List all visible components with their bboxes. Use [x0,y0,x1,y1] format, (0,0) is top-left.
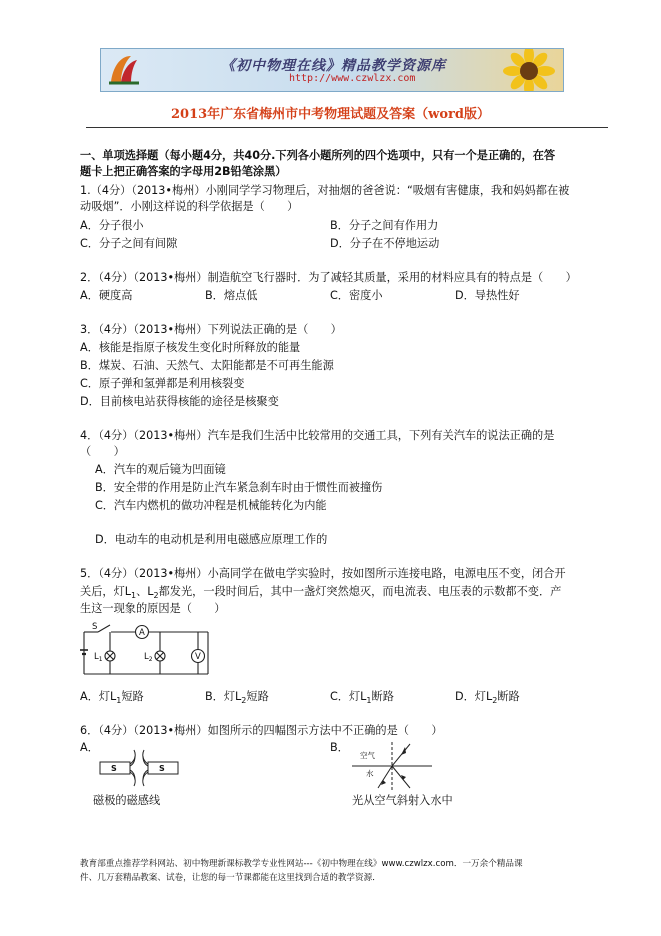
q4-option-c: C．汽车内燃机的做功冲程是机械能转化为内能 [95,499,327,512]
banner-title: 《初中物理在线》精品教学资源库 [221,58,446,74]
air-label: 空气 [360,751,375,760]
sunflower-image [499,48,559,92]
q1-option-b: B．分子之间有作用力 [330,219,439,232]
q3-option-d: D．目前核电站获得核能的途径是核聚变 [80,395,279,408]
q5-stem-line2: 关后，灯$L_1$、$L_2$都发光，一段时间后，其中一盏灯突然熄灭，而电流表、电压表的示数都不变．产 [80,585,562,601]
q6-option-a-label: A． [80,741,99,754]
pole-right-label: S [159,764,165,773]
q6-figure-a-magnets [96,748,182,788]
q3-option-b: B．煤炭、石油、天然气、太阳能都是不可再生能源 [80,359,334,372]
q3-option-c: C．原子弹和氢弹都是利用核裂变 [80,377,245,390]
q4-stem-line1: 4．（4分）（2013•梅州）汽车是我们生活中比较常用的交通工具，下列有关汽车的说法正确的是 [80,429,555,442]
voltmeter-label: V [195,652,201,662]
q2-option-b: B．熔点低 [205,289,258,302]
q6-figure-a-caption: 磁极的磁感线 [93,794,161,807]
q5-circuit-diagram [80,620,215,682]
footer-line1: 教育部重点推荐学科网站、初中物理新课标教学专业性网站---《初中物理在线》www.czwlzx.com．一万余个精品课 [80,859,523,869]
q1-option-c: C．分子之间有间隙 [80,237,178,250]
q3-stem: 3．（4分）（2013•梅州）下列说法正确的是（ ） [80,323,342,336]
pole-left-label: S [111,764,117,773]
q5-option-c: C．灯$L_1$断路 [330,690,394,706]
q4-option-a: A．汽车的观后镜为凹面镜 [95,463,226,476]
reflected-ray [392,766,410,788]
q6-figure-b-refraction [348,740,436,792]
lamp2-label: $L_2$ [144,652,153,663]
q5-option-b: B．灯$L_2$短路 [205,690,269,706]
q6-figure-b-caption: 光从空气斜射入水中 [352,794,453,807]
q5-stem-line1: 5．（4分）（2013•梅州）小高同学在做电学实验时，按如图所示连接电路，电源电压不变，闭合开 [80,567,566,580]
section-heading-line2: 题卡上把正确答案的字母用2B铅笔涂黑） [80,165,287,178]
q5-option-d: D．灯$L_2$断路 [455,690,520,706]
q1-stem-line2: 动吸烟”．小刚这样说的科学依据是（ ） [80,200,299,213]
title-divider [86,127,608,128]
footer-line2: 件、几万套精品教案、试卷，让您的每一节课都能在这里找到合适的教学资源． [80,873,381,883]
refracted-ray [378,766,392,788]
header-banner [100,48,564,92]
q2-option-a: A．硬度高 [80,289,133,302]
q3-option-a: A．核能是指原子核发生变化时所释放的能量 [80,341,301,354]
q4-option-d: D．电动车的电动机是利用电磁感应原理工作的 [95,533,328,546]
q6-stem: 6．（4分）（2013•梅州）如图所示的四幅图示方法中不正确的是（ ） [80,724,443,737]
q1-option-a: A．分子很小 [80,219,144,232]
q4-stem-line2: （ ） [80,445,125,458]
q2-option-c: C．密度小 [330,289,383,302]
water-label: 水 [366,769,374,778]
ammeter-label: A [139,628,145,638]
q1-stem-line1: 1.（4分）（2013•梅州）小刚同学学习物理后，对抽烟的爸爸说：“吸烟有害健康，我和妈妈都在被 [80,184,570,197]
q2-stem: 2．（4分）（2013•梅州）制造航空飞行器时．为了减轻其质量，采用的材料应具有的特点是（ ） [80,271,577,284]
site-logo [107,52,141,86]
q1-option-d: D．分子在不停地运动 [330,237,440,250]
switch-label: S [92,622,98,632]
q5-stem-line3: 生这一现象的原因是（ ） [80,602,226,615]
lamp1-label: $L_1$ [94,652,103,663]
q2-option-d: D．导热性好 [455,289,520,302]
page-title: 2013年广东省梅州市中考物理试题及答案（word版） [171,107,490,122]
section-heading-line1: 一、单项选择题（每小题4分，共40分.下列各小题所列的四个选项中，只有一个是正确的，在答 [80,149,556,162]
q5-option-a: A．灯$L_1$短路 [80,690,144,706]
switch-blade [98,625,110,632]
q4-option-b: B．安全带的作用是防止汽车紧急刹车时由于惯性而被撞伤 [95,481,383,494]
banner-url[interactable]: http://www.czwlzx.com [289,73,416,84]
q6-option-b-label: B． [330,741,349,754]
